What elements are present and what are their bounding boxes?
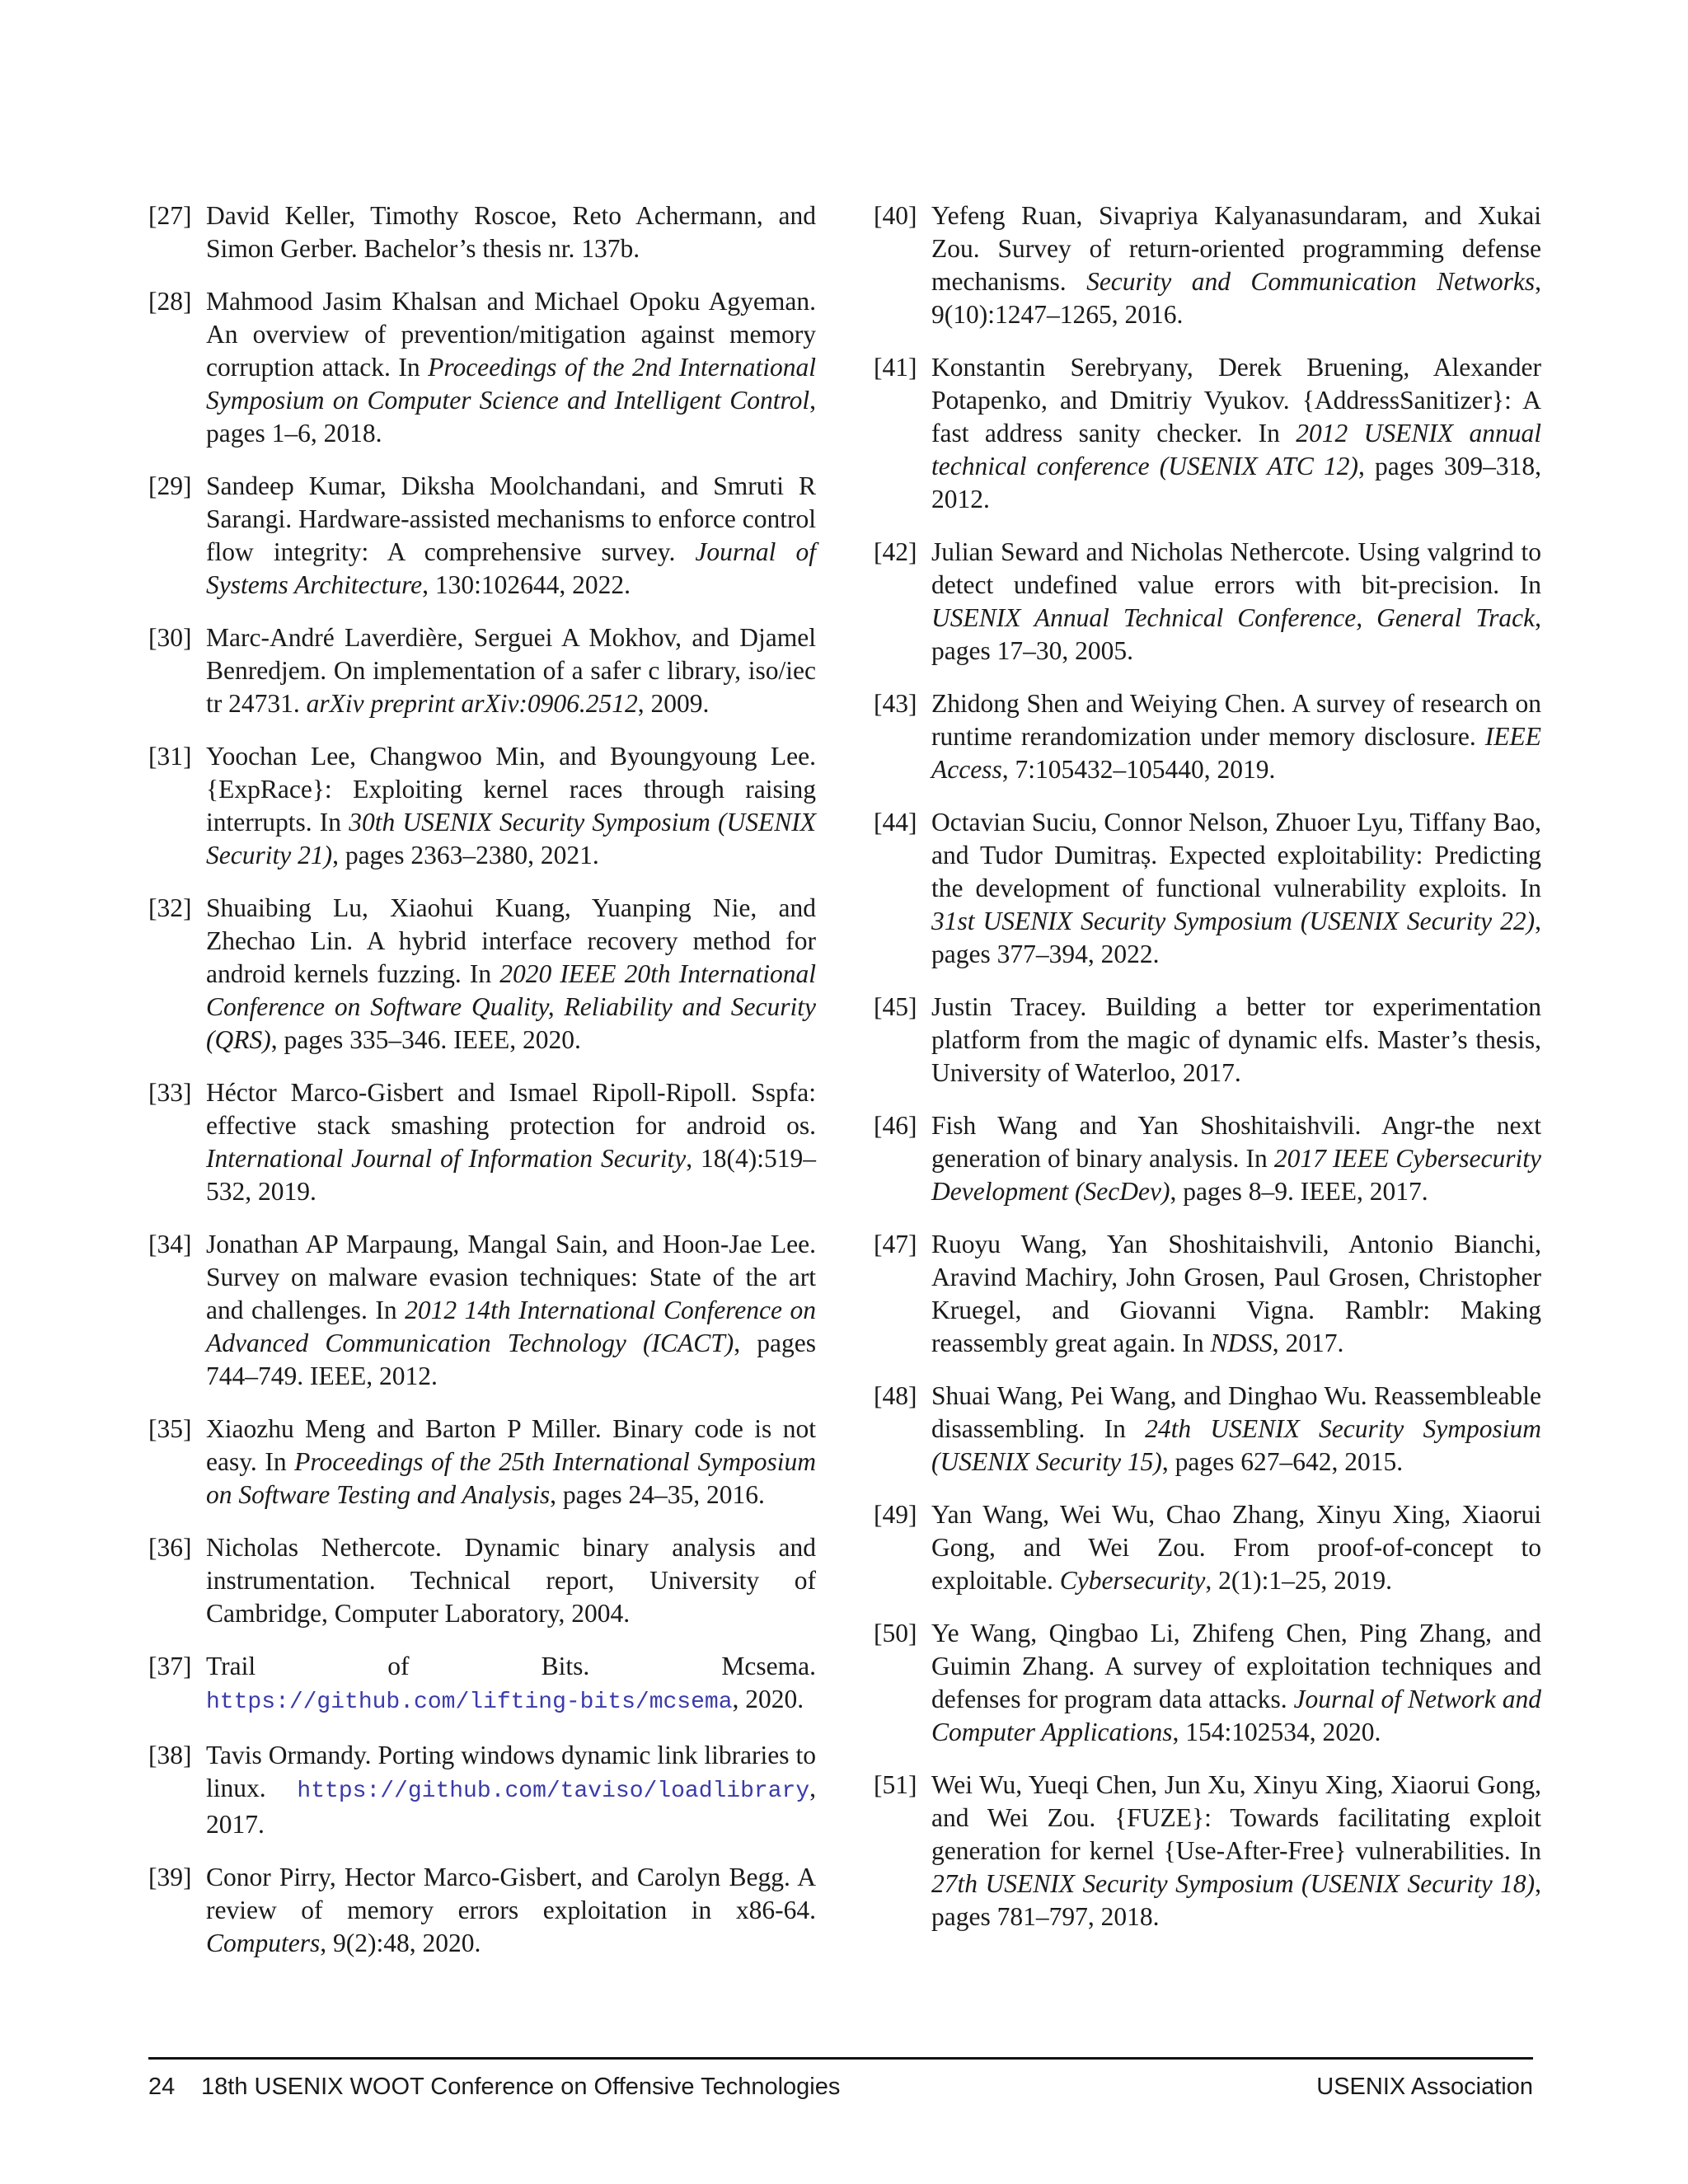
reference-text-segment: Octavian Suciu, Connor Nelson, Zhuoer Lyu, Tiffany Bao, and Tudor Dumitraș. Expected exploitability: Predicting the development of functional vulnerability exploits. In	[931, 808, 1541, 902]
reference-text-segment: , pages 2363–2380, 2021.	[332, 841, 599, 869]
reference-entry	[148, 199, 816, 265]
conference-name: 18th USENIX WOOT Conference on Offensive Technologies	[201, 2074, 841, 2100]
reference-number: [46]	[874, 1111, 917, 1140]
reference-text-segment: , 9(2):48, 2020.	[320, 1929, 481, 1957]
reference-text-segment: Yoochan Lee, Changwoo Min, and Byoungyoung Lee. {ExpRace}: Exploiting kernel races through raising interrupts. In	[206, 742, 816, 837]
reference-number: [43]	[874, 689, 917, 718]
reference-number: [28]	[148, 287, 192, 316]
reference-text-segment: , 154:102534, 2020.	[1172, 1718, 1381, 1746]
reference-number: [29]	[148, 471, 192, 500]
reference-entry	[148, 285, 816, 450]
references-left-column	[148, 199, 816, 1980]
reference-text-segment: , pages 1–6, 2018.	[206, 386, 816, 448]
reference-text-segment: Fish Wang and Yan Shoshitaishvili. Angr-the next generation of binary analysis. In	[931, 1111, 1541, 1173]
reference-number: [41]	[874, 353, 917, 382]
reference-text-segment: Tavis Ormandy. Porting windows dynamic link libraries to linux.	[206, 1741, 816, 1802]
reference-venue: USENIX Annual Technical Conference, General Track	[931, 603, 1536, 632]
reference-text	[931, 351, 1541, 516]
reference-text	[931, 1498, 1541, 1597]
reference-entry	[874, 536, 1541, 668]
reference-venue: Computers	[206, 1929, 321, 1957]
reference-text-segment: Konstantin Serebryany, Derek Bruening, Alexander Potapenko, and Dmitriy Vyukov. {AddressSanitizer}: A fast address sanity checker. In	[931, 353, 1541, 448]
reference-text	[931, 1769, 1541, 1933]
reference-text	[206, 1739, 816, 1841]
reference-text	[206, 740, 816, 872]
reference-text	[931, 1109, 1541, 1208]
reference-venue: 2020 IEEE 20th International Conference on Software Quality, Reliability and Security (QRS)	[206, 959, 816, 1054]
references-right-column	[874, 199, 1541, 1953]
reference-text-segment: , pages 309–318, 2012.	[931, 452, 1541, 513]
reference-entry	[874, 1380, 1541, 1479]
reference-text-segment: , pages 627–642, 2015.	[1161, 1447, 1404, 1476]
reference-text-segment: , 2017.	[206, 1774, 816, 1839]
reference-text-segment: , pages 744–749. IEEE, 2012.	[206, 1329, 816, 1390]
reference-text-segment: , 9(10):1247–1265, 2016.	[931, 267, 1542, 329]
reference-entry	[874, 1109, 1541, 1208]
reference-text-segment: , 2017.	[1272, 1329, 1344, 1357]
reference-text-segment: , pages 17–30, 2005.	[931, 603, 1541, 665]
reference-text	[206, 1076, 816, 1208]
reference-venue: 2012 USENIX annual technical conference (USENIX ATC 12)	[931, 419, 1541, 480]
reference-entry	[874, 1769, 1541, 1933]
reference-entry	[148, 470, 816, 602]
reference-url-link[interactable]: https://github.com/lifting-bits/mcsema	[206, 1690, 733, 1715]
reference-entry	[874, 1498, 1541, 1597]
reference-text-segment: , 2020.	[732, 1685, 804, 1713]
reference-text	[206, 1531, 816, 1630]
reference-venue: Proceedings of the 25th International Symposium on Software Testing and Analysis	[206, 1447, 816, 1509]
reference-text	[206, 199, 816, 265]
reference-text	[206, 621, 816, 720]
reference-entry	[148, 1531, 816, 1630]
reference-number: [36]	[148, 1533, 192, 1562]
reference-entry	[148, 892, 816, 1057]
reference-text-segment: , pages 24–35, 2016.	[550, 1480, 765, 1509]
reference-text-segment: , 2009.	[637, 689, 710, 718]
reference-entry	[874, 1228, 1541, 1360]
reference-text-segment: Zhidong Shen and Weiying Chen. A survey of research on runtime rerandomization under memory disclosure.	[931, 689, 1541, 751]
reference-entry	[148, 1076, 816, 1208]
reference-text	[931, 1380, 1541, 1479]
reference-entry	[148, 1413, 816, 1511]
reference-text-segment: David Keller, Timothy Roscoe, Reto Achermann, and Simon Gerber. Bachelor’s thesis nr. 137b.	[206, 201, 816, 263]
reference-text	[931, 991, 1541, 1090]
reference-number: [35]	[148, 1414, 192, 1443]
reference-number: [47]	[874, 1230, 917, 1258]
reference-text-segment: , pages 377–394, 2022.	[931, 907, 1541, 968]
reference-text-segment: Shuai Wang, Pei Wang, and Dinghao Wu. Reassembleable disassembling. In	[931, 1381, 1541, 1443]
reference-text-segment: , pages 8–9. IEEE, 2017.	[1170, 1177, 1428, 1206]
reference-entry	[148, 1650, 816, 1719]
page-number: 24	[148, 2074, 176, 2100]
reference-text	[206, 1861, 816, 1960]
reference-venue: 2017 IEEE Cybersecurity Development (SecDev)	[931, 1144, 1541, 1206]
reference-text-segment: Jonathan AP Marpaung, Mangal Sain, and Hoon-Jae Lee. Survey on malware evasion techniques: State of the art and challenges. In	[206, 1230, 816, 1324]
reference-text-segment: , pages 335–346. IEEE, 2020.	[270, 1025, 581, 1054]
reference-number: [40]	[874, 201, 917, 230]
reference-venue: 30th USENIX Security Symposium (USENIX Security 21)	[206, 808, 817, 869]
reference-entry	[148, 740, 816, 872]
reference-number: [38]	[148, 1741, 192, 1769]
reference-text-segment: Yan Wang, Wei Wu, Chao Zhang, Xinyu Xing, Xiaorui Gong, and Wei Zou. From proof-of-concept to exploitable.	[931, 1500, 1541, 1595]
reference-text-segment: Conor Pirry, Hector Marco-Gisbert, and Carolyn Begg. A review of memory errors exploitation in x86-64.	[206, 1863, 816, 1924]
footer-divider	[148, 2057, 1533, 2060]
reference-venue: Security and Communication Networks	[1086, 267, 1536, 296]
reference-number: [27]	[148, 201, 192, 230]
reference-text-segment: , 18(4):519–532, 2019.	[206, 1144, 816, 1206]
reference-number: [49]	[874, 1500, 917, 1529]
reference-entry	[874, 806, 1541, 971]
reference-text	[931, 536, 1541, 668]
reference-text-segment: Xiaozhu Meng and Barton P Miller. Binary code is not easy. In	[206, 1414, 816, 1476]
reference-number: [48]	[874, 1381, 917, 1410]
reference-text	[931, 1617, 1541, 1749]
reference-venue: NDSS	[1210, 1329, 1273, 1357]
reference-venue: Journal of Network and Computer Applications	[931, 1685, 1541, 1746]
reference-number: [34]	[148, 1230, 192, 1258]
reference-text-segment: Yefeng Ruan, Sivapriya Kalyanasundaram, and Xukai Zou. Survey of return-oriented programming defense mechanisms.	[931, 201, 1541, 296]
reference-text	[206, 285, 816, 450]
reference-venue: IEEE Access	[931, 722, 1541, 784]
reference-text-segment: , 2(1):1–25, 2019.	[1205, 1566, 1393, 1595]
reference-number: [37]	[148, 1652, 192, 1680]
reference-entry	[148, 1739, 816, 1841]
reference-text-segment: Julian Seward and Nicholas Nethercote. Using valgrind to detect undefined value errors with bit-precision. In	[931, 537, 1541, 599]
reference-text-segment: Wei Wu, Yueqi Chen, Jun Xu, Xinyu Xing, Xiaorui Gong, and Wei Zou. {FUZE}: Towards facilitating exploit generation for kernel {Use-After-Free} vulnerabilities. In	[931, 1770, 1541, 1865]
reference-venue: Cybersecurity	[1059, 1566, 1206, 1595]
reference-text-segment: Ye Wang, Qingbao Li, Zhifeng Chen, Ping Zhang, and Guimin Zhang. A survey of exploitation techniques and defenses for program data attacks.	[931, 1619, 1541, 1713]
reference-text-segment: Marc-André Laverdière, Serguei A Mokhov, and Djamel Benredjem. On implementation of a safer c library, iso/iec tr 24731.	[206, 623, 816, 718]
reference-venue: 31st USENIX Security Symposium (USENIX Security 22)	[931, 907, 1536, 935]
reference-text	[931, 1228, 1541, 1360]
reference-number: [31]	[148, 742, 192, 771]
reference-number: [30]	[148, 623, 192, 652]
reference-number: [50]	[874, 1619, 917, 1647]
reference-entry	[874, 1617, 1541, 1749]
reference-number: [32]	[148, 893, 192, 922]
reference-text	[206, 1650, 816, 1719]
reference-text	[206, 1413, 816, 1511]
reference-text-segment: Nicholas Nethercote. Dynamic binary analysis and instrumentation. Technical report, University of Cambridge, Computer Laboratory, 2004.	[206, 1533, 816, 1628]
reference-text	[206, 1228, 816, 1393]
reference-venue: Journal of Systems Architecture	[206, 537, 817, 599]
reference-entry	[148, 1861, 816, 1960]
reference-entry	[874, 351, 1541, 516]
reference-venue: 24th USENIX Security Symposium (USENIX Security 15)	[931, 1414, 1541, 1476]
reference-text	[931, 199, 1541, 331]
reference-venue: International Journal of Information Security	[206, 1144, 687, 1173]
reference-number: [44]	[874, 808, 917, 837]
reference-text	[931, 806, 1541, 971]
reference-text-segment: Ruoyu Wang, Yan Shoshitaishvili, Antonio Bianchi, Aravind Machiry, John Grosen, Paul Grosen, Christopher Kruegel, and Giovanni Vigna. Ramblr: Making reassembly great again. In	[931, 1230, 1541, 1357]
reference-url-link[interactable]: https://github.com/taviso/loadlibrary	[297, 1779, 810, 1804]
reference-text-segment: Shuaibing Lu, Xiaohui Kuang, Yuanping Nie, and Zhechao Lin. A hybrid interface recovery method for android kernels fuzzing. In	[206, 893, 816, 988]
reference-entry	[148, 1228, 816, 1393]
reference-text	[206, 892, 816, 1057]
reference-number: [42]	[874, 537, 917, 566]
reference-entry	[874, 199, 1541, 331]
reference-text-segment: Mahmood Jasim Khalsan and Michael Opoku Agyeman. An overview of prevention/mitigation against memory corruption attack. In	[206, 287, 816, 382]
reference-text-segment: Sandeep Kumar, Diksha Moolchandani, and Smruti R Sarangi. Hardware-assisted mechanisms to enforce control flow integrity: A comprehensive survey.	[206, 471, 816, 566]
reference-text	[931, 687, 1541, 786]
reference-entry	[148, 621, 816, 720]
association-name: USENIX Association	[1316, 2074, 1533, 2100]
reference-number: [51]	[874, 1770, 917, 1799]
reference-text-segment: Trail of Bits. Mcsema.	[206, 1652, 816, 1680]
reference-text-segment: Héctor Marco-Gisbert and Ismael Ripoll-Ripoll. Sspfa: effective stack smashing protection for android os.	[206, 1078, 816, 1140]
reference-entry	[874, 991, 1541, 1090]
reference-number: [45]	[874, 992, 917, 1021]
reference-text-segment: Justin Tracey. Building a better tor experimentation platform from the magic of dynamic elfs. Master’s thesis, University of Waterloo, 2017.	[931, 992, 1541, 1087]
reference-number: [39]	[148, 1863, 192, 1891]
reference-number: [33]	[148, 1078, 192, 1107]
reference-venue: arXiv preprint arXiv:0906.2512	[306, 689, 638, 718]
reference-venue: Proceedings of the 2nd International Symposium on Computer Science and Intelligent Control	[206, 353, 816, 415]
reference-text-segment: , 7:105432–105440, 2019.	[1001, 755, 1276, 784]
reference-text-segment: , 130:102644, 2022.	[422, 570, 631, 599]
reference-entry	[874, 687, 1541, 786]
reference-text	[206, 470, 816, 602]
reference-venue: 2012 14th International Conference on Advanced Communication Technology (ICACT)	[206, 1296, 816, 1357]
reference-venue: 27th USENIX Security Symposium (USENIX Security 18)	[931, 1869, 1536, 1898]
reference-text-segment: , pages 781–797, 2018.	[931, 1869, 1541, 1931]
